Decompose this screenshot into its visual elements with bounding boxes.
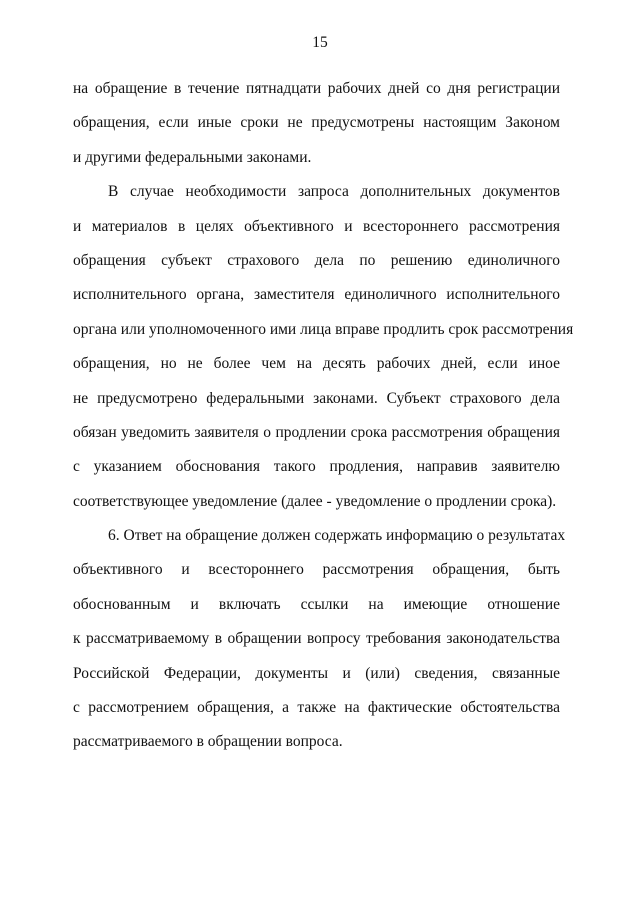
text-line: не предусмотрено федеральными законами. Субъект страхового дела	[73, 389, 560, 407]
text-line: В случае необходимости запроса дополнительных документов	[108, 183, 560, 201]
text-line: исполнительного органа, заместителя единоличного исполнительного	[73, 286, 560, 304]
text-line: Российской Федерации, документы и (или) сведения, связанные	[73, 664, 560, 682]
text-line: с рассмотрением обращения, а также на фактические обстоятельства	[73, 699, 560, 717]
paragraph-2	[73, 175, 574, 519]
document-body	[73, 72, 574, 760]
text-line: к рассматриваемому в обращении вопросу требования законодательства	[73, 630, 560, 648]
text-line: обращения, если иные сроки не предусмотрены настоящим Законом	[73, 114, 560, 132]
text-line: обращения субъект страхового дела по решению единоличного	[73, 251, 560, 269]
text-line: обоснованным и включать ссылки на имеющие отношение	[73, 595, 560, 613]
paragraph-1	[73, 72, 560, 175]
paragraph-3	[73, 519, 566, 760]
text-line: рассматриваемого в обращении вопроса.	[73, 733, 343, 751]
text-line: и материалов в целях объективного и всестороннего рассмотрения	[73, 217, 560, 235]
text-line: объективного и всестороннего рассмотрения обращения, быть	[73, 561, 560, 579]
text-line: обращения, но не более чем на десять рабочих дней, если иное	[73, 355, 560, 373]
text-line: и другими федеральными законами.	[73, 148, 312, 166]
text-line: 6. Ответ на обращение должен содержать информацию о результатах	[108, 527, 566, 545]
text-line: на обращение в течение пятнадцати рабочих дней со дня регистрации	[73, 80, 560, 97]
page-number: 15	[312, 34, 328, 51]
text-line: обязан уведомить заявителя о продлении срока рассмотрения обращения	[73, 423, 560, 441]
text-line: соответствующее уведомление (далее - уведомление о продлении срока).	[73, 492, 557, 510]
text-line: с указанием обоснования такого продления, направив заявителю	[73, 458, 560, 476]
text-line: органа или уполномоченного ими лица вправе продлить срок рассмотрения	[73, 320, 574, 338]
